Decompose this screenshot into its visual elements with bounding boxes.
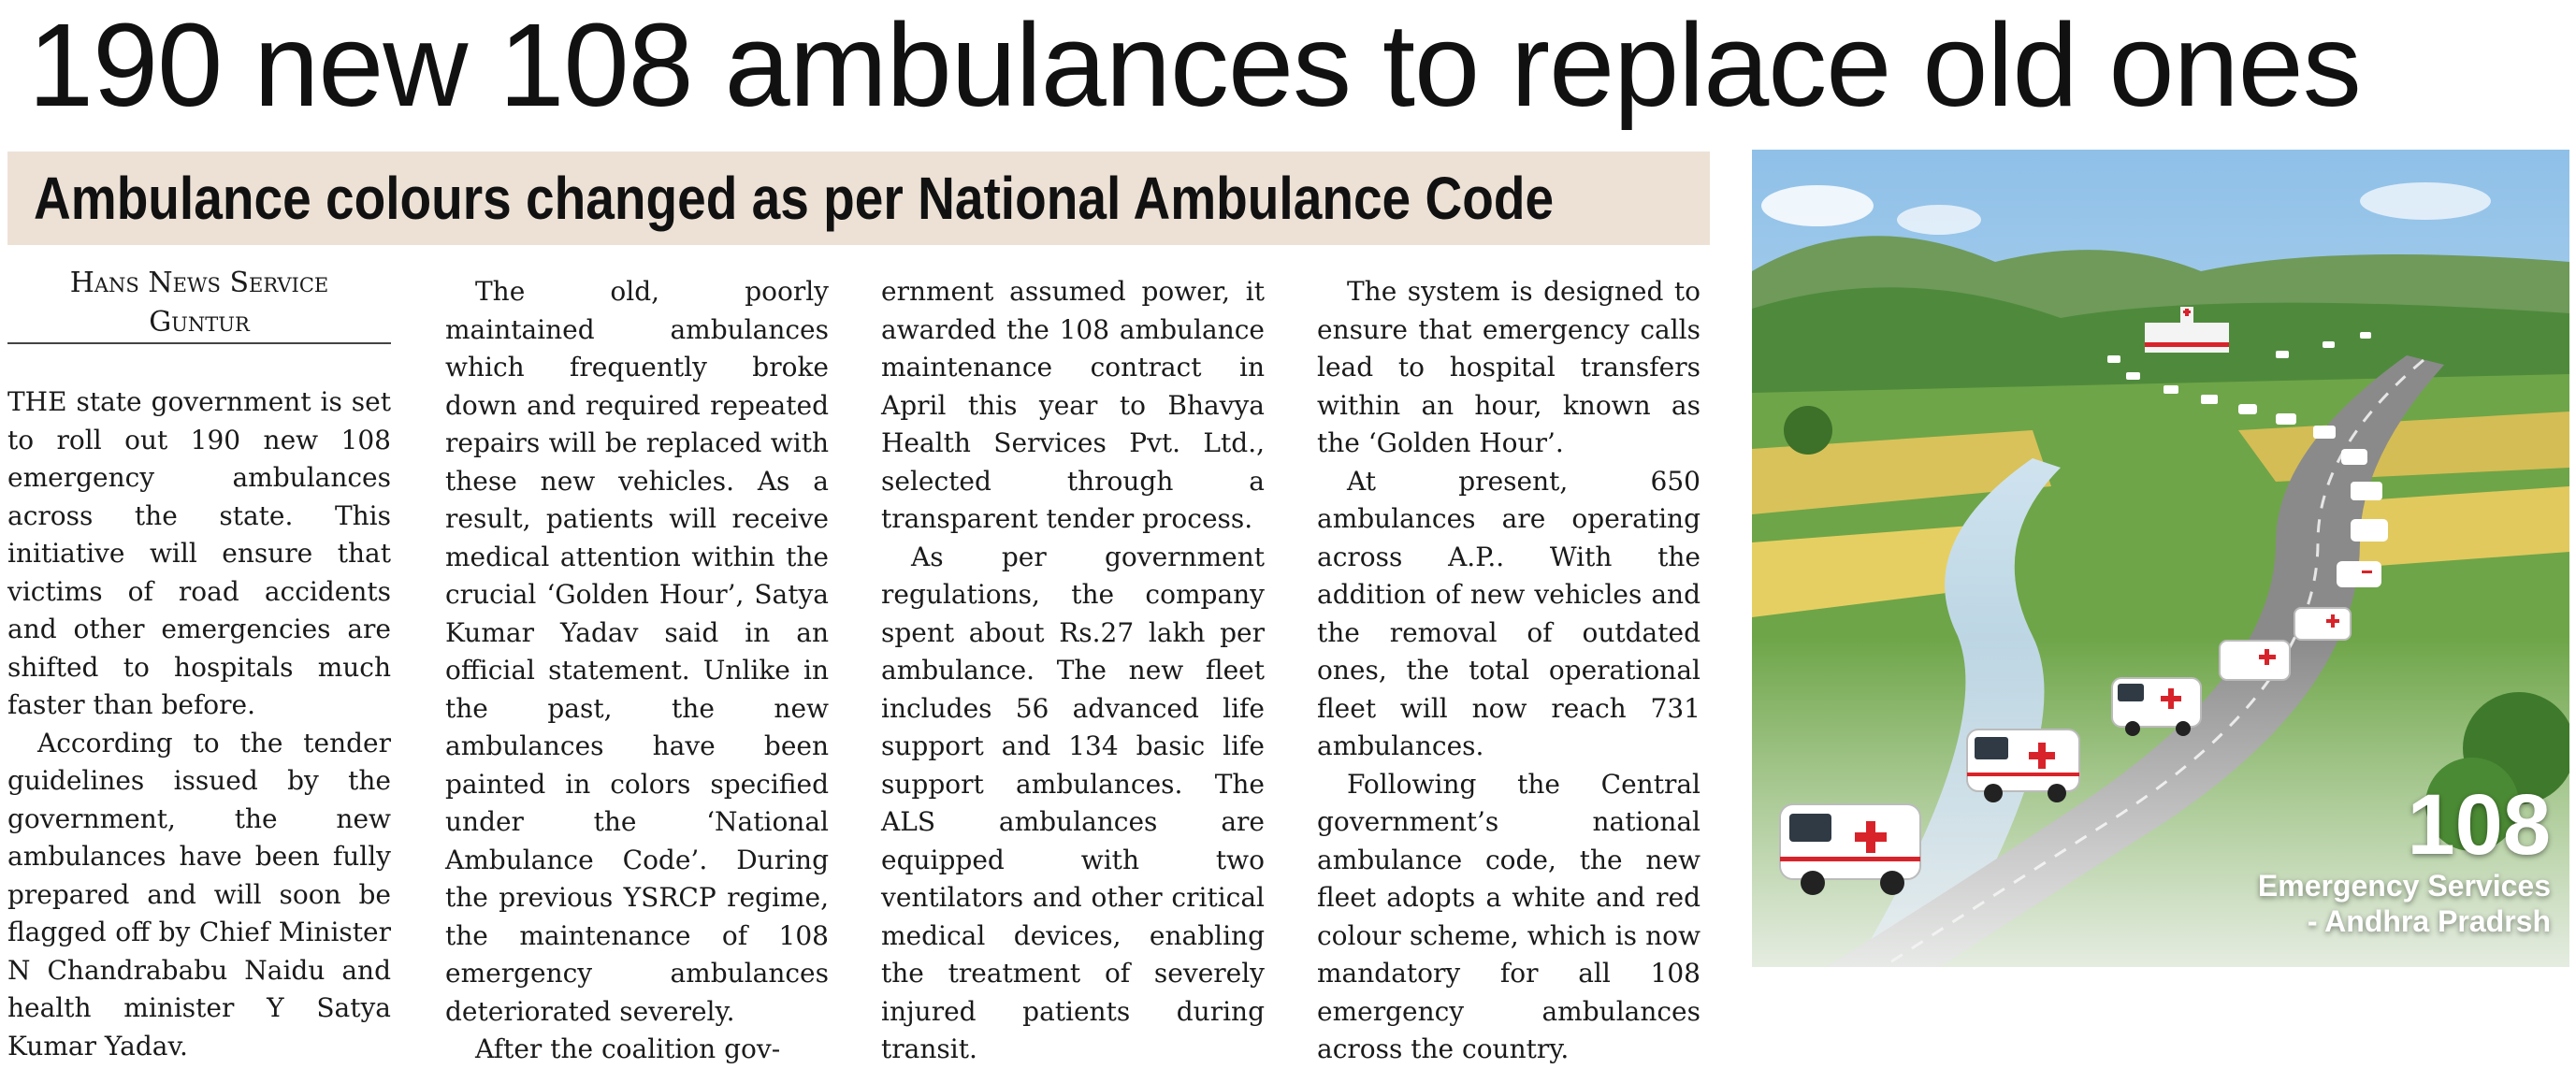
badge-number: 108 xyxy=(2407,777,2551,873)
badge-line-1: Emergency Services xyxy=(2257,869,2551,903)
ambulance-fleet-photo xyxy=(1752,150,2569,967)
paragraph: ernment assumed power, it awarded the 108 ambulance maintenance contract in April this year to Bhavya Health Services Pvt. Ltd., selected through a transparent tender process. xyxy=(881,276,1265,534)
subheadline-banner xyxy=(7,152,1710,245)
article-column-3 xyxy=(881,273,1265,1069)
paragraph: The system is designed to ensure that emergency calls lead to hospital transfers within an hour, known as the ‘Golden Hour’. xyxy=(1317,276,1700,458)
paragraph: Following the Central government’s national ambulance code, the new fleet adopts a white and red colour scheme, which is now mandatory for all 108 emergency ambulances across the country. xyxy=(1317,768,1700,1064)
photo-badge xyxy=(2257,777,2551,939)
subheadline: Ambulance colours changed as per National Ambulance Code xyxy=(34,165,1555,232)
paragraph: At present, 650 ambulances are operating across A.P.. With the addition of new vehicles and the removal of outdated ones, the total operational fleet will now reach 731 ambulances. xyxy=(1317,465,1700,761)
paragraph: According to the tender guidelines issued by the government, the new ambulances have been fully prepared and will soon be flagged off by Chief Minister N Chandrababu Naidu and health minister Y Satya Kumar Yadav. xyxy=(7,727,391,1062)
article-column-1 xyxy=(7,383,391,1065)
byline-rule xyxy=(7,342,391,344)
badge-line-2: - Andhra Pradrsh xyxy=(2307,904,2551,938)
headline: 190 new 108 ambulances to replace old ones xyxy=(28,0,2361,131)
byline xyxy=(7,264,391,342)
byline-agency: Hans News Service xyxy=(69,267,329,299)
paragraph: The old, poorly maintained ambulances which frequently broke down and required repeated repairs will be replaced with these new vehicles. As a result, patients will receive medical attention within the crucial ‘Golden Hour’, Satya Kumar Yadav said in an official statement. Unlike in the past, the new ambulances have been painted in colors specified under the ‘National Ambulance Code’. During the previous YSRCP regime, the maintenance of 108 emergency ambulances deteriorated severely. xyxy=(445,276,829,1027)
article-column-2 xyxy=(445,273,829,1069)
paragraph: After the coalition gov- xyxy=(475,1033,781,1064)
paragraph: THE state government is set to roll out 190 new 108 emergency ambulances across the state. This initiative will ensure that victims of road accidents and other emergencies are shifted to hospitals much faster than before. xyxy=(7,386,391,720)
byline-place: Guntur xyxy=(149,306,250,339)
paragraph: As per government regulations, the company spent about Rs.27 lakh per ambulance. The new fleet includes 56 advanced life support and 134 basic life support ambulances. The ALS ambulances are equipped with two ventilators and other critical medical devices, enabling the treatment of severely injured patients during transit. xyxy=(881,541,1265,1064)
article-column-4 xyxy=(1317,273,1700,1069)
